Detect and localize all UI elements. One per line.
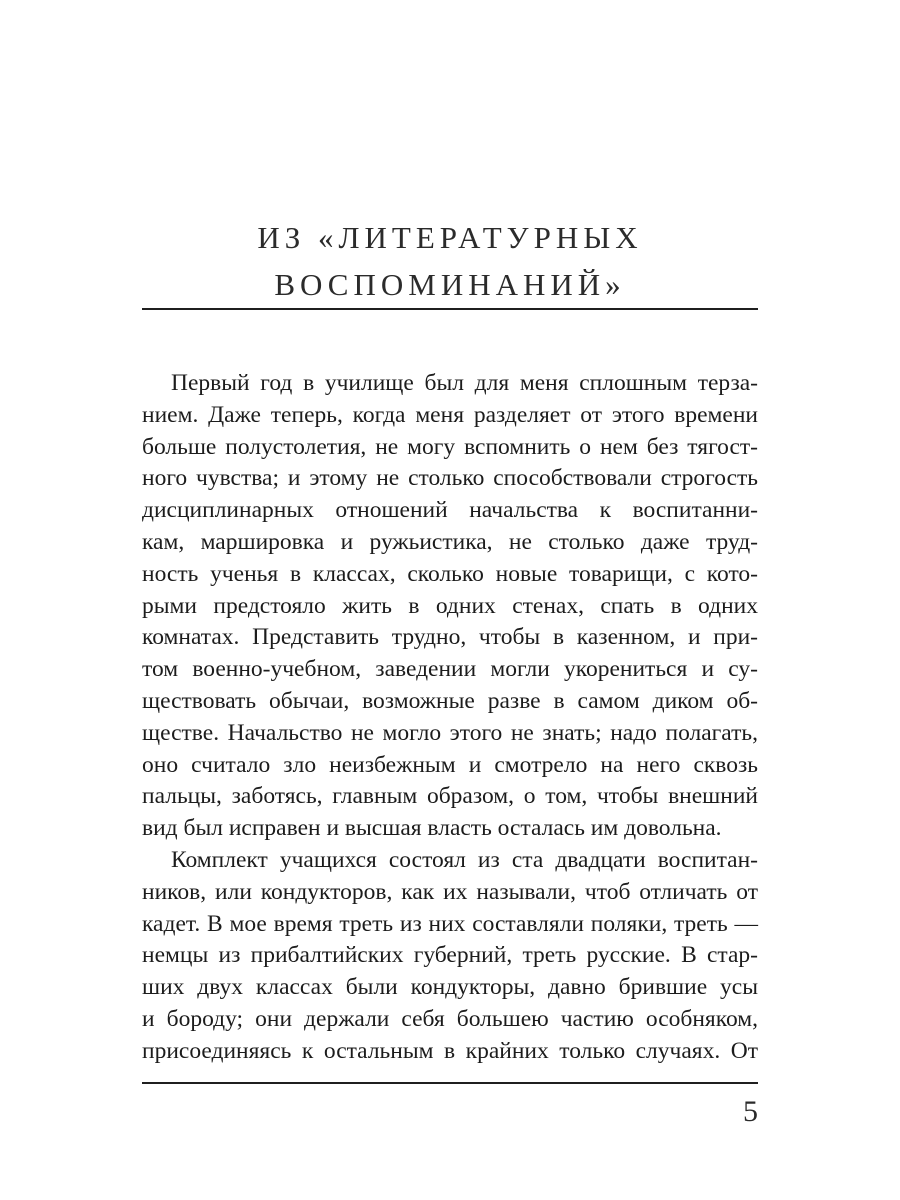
paragraph-1 bbox=[142, 368, 758, 845]
text-line: кадет. В мое время треть из них составляли поляки, треть — bbox=[142, 910, 758, 937]
text-line: том военно-учебном, заведении могли укорениться и су- bbox=[142, 656, 758, 683]
text-line: вид был исправен и высшая власть осталась им довольна. bbox=[142, 815, 722, 842]
text-line: присоединяясь к остальным в крайних только случаях. От bbox=[142, 1037, 758, 1064]
chapter-title bbox=[142, 214, 758, 308]
text-line: немцы из прибалтийских губерний, треть русские. В стар- bbox=[142, 942, 758, 969]
page-number: 5 bbox=[743, 1095, 758, 1128]
text-line: ществе. Начальство не могло этого не знать; надо полагать, bbox=[142, 719, 758, 746]
text-line: больше полустолетия, не могу вспомнить о нем без тягост- bbox=[142, 433, 758, 460]
chapter-title-line-1: ИЗ «ЛИТЕРАТУРНЫХ bbox=[257, 220, 643, 255]
text-line: ников, или кондукторов, как их называли, чтоб отличать от bbox=[142, 878, 758, 905]
text-line: кам, маршировка и ружьистика, не столько даже труд- bbox=[142, 528, 758, 555]
text-line: нием. Даже теперь, когда меня разделяет от этого времени bbox=[142, 401, 758, 428]
body-text bbox=[142, 368, 758, 1068]
text-line: ществовать обычаи, возможные разве в самом диком об- bbox=[142, 687, 758, 714]
text-line: дисциплинарных отношений начальства к воспитанни- bbox=[142, 497, 758, 524]
title-divider bbox=[142, 308, 758, 310]
text-line: оно считало зло неизбежным и смотрело на него сквозь bbox=[142, 751, 758, 778]
text-line: ность ученья в классах, сколько новые товарищи, с кото- bbox=[142, 560, 758, 587]
text-line: рыми предстояло жить в одних стенах, спать в одних bbox=[142, 592, 758, 619]
text-line: Комплект учащихся состоял из ста двадцати воспитан- bbox=[171, 846, 758, 873]
text-line: ного чувства; и этому не столько способствовали строгость bbox=[142, 465, 758, 492]
paragraph-2 bbox=[142, 845, 758, 1068]
text-line: комнатах. Представить трудно, чтобы в казенном, и при- bbox=[142, 624, 758, 651]
text-line: и бороду; они держали себя большею частию особняком, bbox=[142, 1005, 758, 1032]
text-line: ших двух классах были кондукторы, давно брившие усы bbox=[142, 974, 758, 1001]
footer-divider bbox=[142, 1082, 758, 1084]
text-line: Первый год в училище был для меня сплошным терза- bbox=[171, 370, 758, 396]
chapter-title-line-2: ВОСПОМИНАНИЙ» bbox=[274, 267, 626, 302]
text-line: пальцы, заботясь, главным образом, о том, чтобы внешний bbox=[142, 783, 758, 810]
